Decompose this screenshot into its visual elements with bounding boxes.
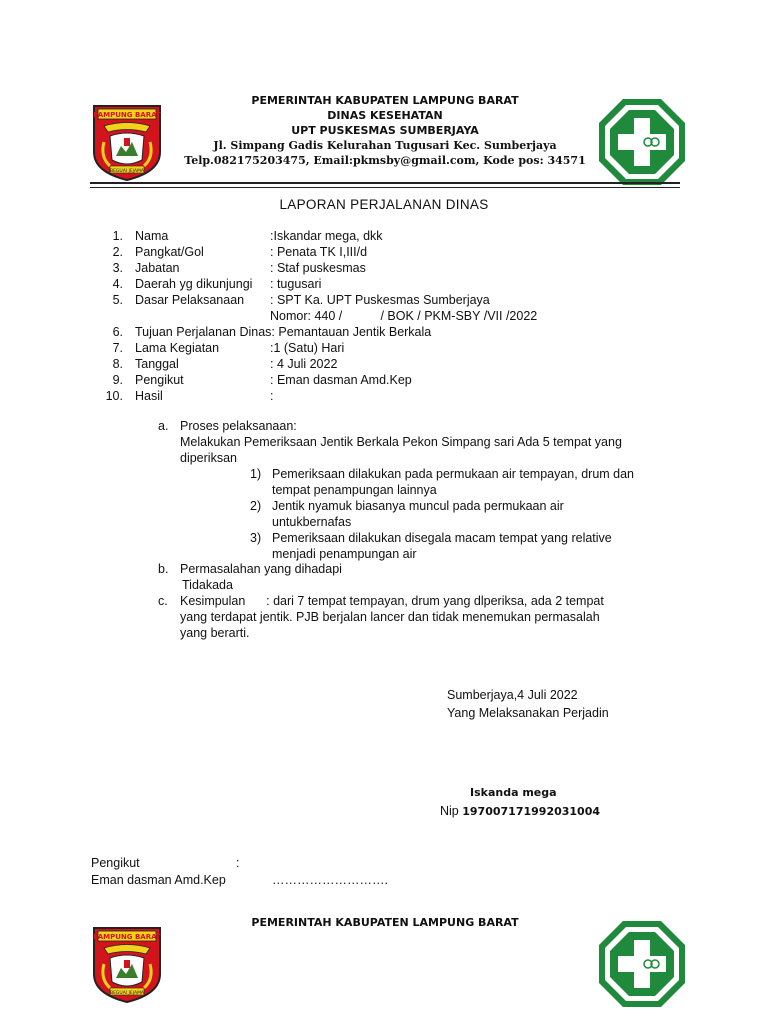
hasil-b-value: Tidakada — [182, 578, 233, 592]
nomor-line: Nomor: 440 / / BOK / PKM-SBY /VII /2022 — [270, 309, 538, 323]
item-label: Nama — [135, 229, 169, 243]
sub-item-line1: Jentik nyamuk biasanya muncul pada permukaan air — [272, 499, 564, 513]
header-line-5: Telp.082175203475, Email:pkmsby@gmail.com, Kode pos: 34571 — [184, 154, 586, 167]
header-line-1: PEMERINTAH KABUPATEN LAMPUNG BARAT — [251, 94, 519, 107]
item-value: : 4 Juli 2022 — [270, 357, 338, 371]
item-value: :1 (Satu) Hari — [270, 341, 345, 355]
document-title: LAPORAN PERJALANAN DINAS — [279, 197, 489, 212]
item-number: 9. — [112, 373, 123, 387]
nip-value: 197007171992031004 — [462, 805, 601, 818]
nip-label: Nip — [440, 804, 459, 818]
crest-motto: BEGUAI JEJAMA — [109, 991, 145, 996]
item-label: Jabatan — [135, 261, 180, 275]
sub-item-line2: menjadi penampungan air — [272, 547, 417, 561]
item-label: Pangkat/Gol — [135, 245, 204, 259]
sub-item-number: 2) — [250, 499, 262, 513]
hasil-a-letter: a. — [158, 419, 169, 433]
hasil-c-line2: yang terdapat jentik. PJB berjalan lancer dan tidak menemukan permasalah — [180, 610, 600, 624]
hasil-b-letter: b. — [158, 562, 169, 576]
item-number: 8. — [112, 357, 123, 371]
signature-nip — [440, 804, 600, 818]
hasil-a-line1: Melakukan Pemeriksaan Jentik Berkala Pekon Simpang sari Ada 5 tempat yang — [180, 435, 622, 449]
hasil-a-line2: diperiksan — [180, 451, 237, 465]
signature-role: Yang Melaksanakan Perjadin — [447, 706, 609, 720]
crest-text: LAMPUNG BARAT — [93, 933, 161, 941]
sub-item-number: 1) — [250, 467, 262, 481]
header-divider — [90, 182, 680, 188]
item-label: Tanggal — [135, 357, 179, 371]
item-label: Dasar Pelaksanaan — [135, 293, 245, 307]
header-line-3: UPT PUSKESMAS SUMBERJAYA — [291, 124, 479, 137]
hasil-b-title: Permasalahan yang dihadapi — [180, 562, 342, 576]
hasil-c-letter: c. — [158, 594, 168, 608]
lampung-barat-crest — [90, 102, 164, 182]
footer-header-line-1: PEMERINTAH KABUPATEN LAMPUNG BARAT — [251, 916, 519, 929]
item-value: : Staf puskesmas — [270, 261, 366, 275]
sub-item-number: 3) — [250, 531, 262, 545]
puskesmas-logo — [596, 96, 688, 188]
puskesmas-logo-2 — [596, 918, 688, 1010]
header-line-2: DINAS KESEHATAN — [327, 109, 443, 122]
item-number: 2. — [112, 245, 123, 259]
item-label: Lama Kegiatan — [135, 341, 220, 355]
item-label: Hasil — [135, 389, 163, 403]
item-number: 1. — [112, 229, 123, 243]
hasil-a-title: Proses pelaksanaan: — [180, 419, 297, 433]
item-value: : Penata TK I,III/d — [270, 245, 368, 259]
item-number: 6. — [112, 325, 123, 339]
sub-item-line1: Pemeriksaan dilakukan disegala macam tempat yang relative — [272, 531, 612, 545]
item-number: 3. — [112, 261, 123, 275]
item-number: 5. — [112, 293, 123, 307]
signature-name: Iskanda mega — [470, 786, 557, 799]
lampung-barat-crest-2 — [90, 924, 164, 1004]
item-value: : Eman dasman Amd.Kep — [270, 373, 412, 387]
pengikut-colon: : — [236, 856, 240, 870]
item-number: 10. — [105, 389, 123, 403]
pengikut-signature-dots: ………………………. — [272, 873, 388, 887]
header-line-4: Jl. Simpang Gadis Kelurahan Tugusari Kec. Sumberjaya — [213, 139, 557, 152]
item-value: : — [270, 389, 274, 403]
item-value: : SPT Ka. UPT Puskesmas Sumberjaya — [270, 293, 490, 307]
sub-item-line2: untukbernafas — [272, 515, 352, 529]
item-label: Daerah yg dikunjungi — [135, 277, 253, 291]
hasil-c-line1: Kesimpulan : dari 7 tempat tempayan, drum yang dlperiksa, ada 2 tempat — [180, 594, 604, 608]
item-value: :Iskandar mega, dkk — [270, 229, 383, 243]
item-number: 7. — [112, 341, 123, 355]
sub-item-line2: tempat penampungan lainnya — [272, 483, 437, 497]
pengikut-name: Eman dasman Amd.Kep — [91, 873, 226, 887]
crest-motto: BEGUAI JEJAMA — [109, 169, 145, 174]
sub-item-line1: Pemeriksaan dilakukan pada permukaan air tempayan, drum dan — [272, 467, 635, 481]
item-value: : tugusari — [270, 277, 322, 291]
item-label: Pengikut — [135, 373, 184, 387]
crest-text: LAMPUNG BARAT — [93, 111, 161, 119]
signature-place-date: Sumberjaya,4 Juli 2022 — [447, 688, 578, 702]
hasil-c-line3: yang berarti. — [180, 626, 250, 640]
item-number: 4. — [112, 277, 123, 291]
pengikut-label: Pengikut — [91, 856, 140, 870]
item-text: Tujuan Perjalanan Dinas: Pemantauan Jentik Berkala — [135, 325, 432, 339]
